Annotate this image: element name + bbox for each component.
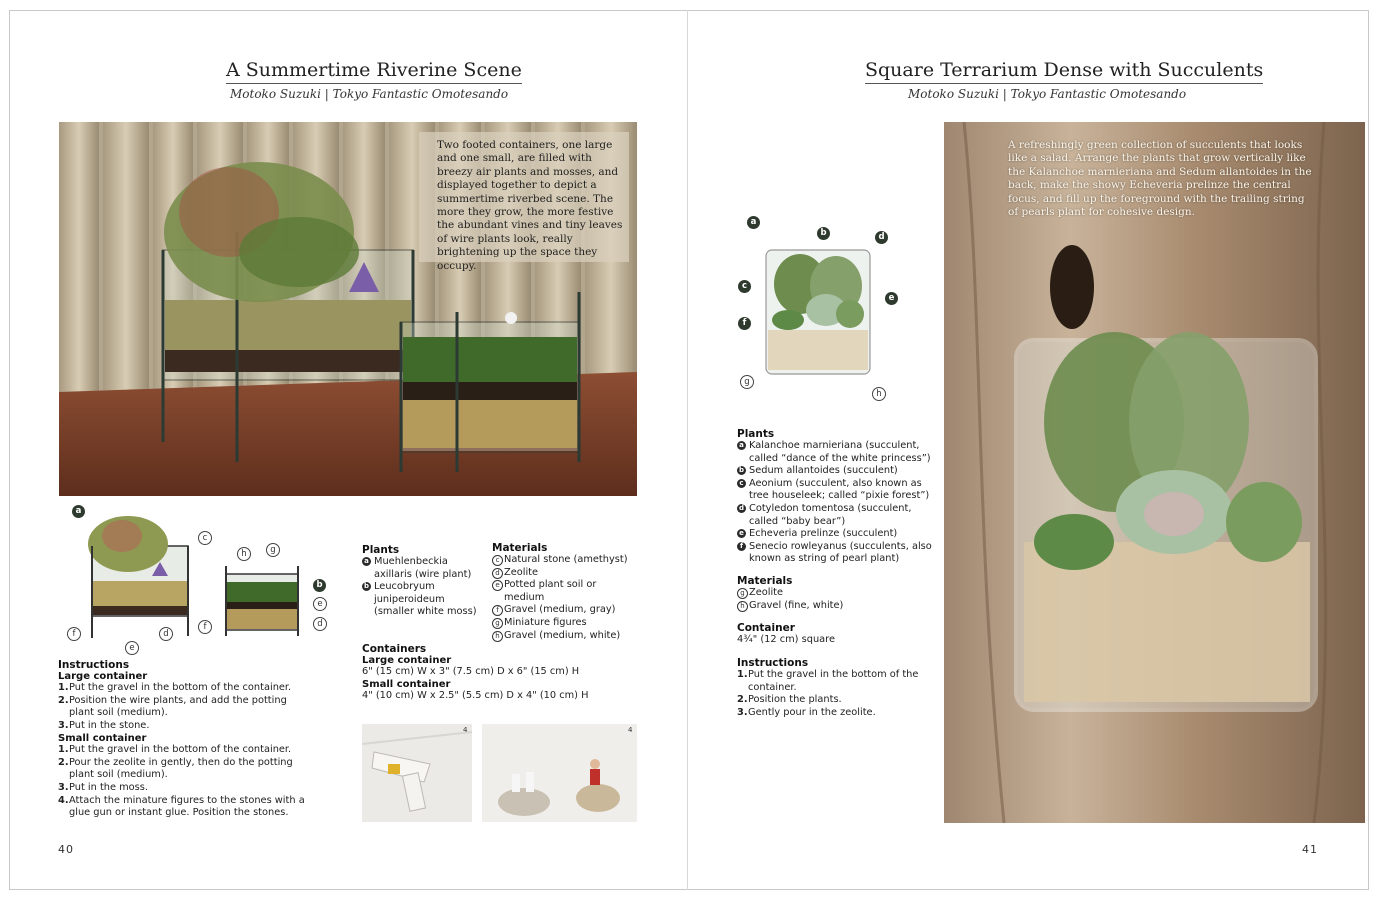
instruction-step: 3. Put in the moss.: [58, 781, 148, 793]
left-diagram-label-d2: d: [313, 617, 327, 631]
left-diagram-label-e1: e: [125, 641, 139, 655]
right-diagram-label-e: e: [885, 292, 898, 305]
miniature-figures-photo: [482, 724, 637, 822]
right-page-number: 41: [1302, 843, 1318, 856]
instruction-step: 1. Put the gravel in the bottom of the container.: [58, 743, 292, 755]
left-material-item: e Potted plant soil or medium: [492, 579, 632, 604]
left-diagram-label-f1: f: [67, 627, 81, 641]
left-plants-section: [362, 544, 482, 619]
left-plant-item: b Leucobryum juniperoideum (smaller white moss): [363, 581, 477, 618]
left-containers-heading: Containers: [362, 643, 427, 655]
right-plant-item: d Cotyledon tomentosa (succulent, called “baby bear”): [738, 502, 912, 527]
succulent-terrarium-photo: [944, 122, 1365, 823]
left-diagram-label-a: a: [72, 505, 85, 518]
right-container-size: 4¾" (12 cm) square: [737, 634, 835, 646]
right-instructions-heading: Instructions: [737, 656, 809, 669]
left-diagram-label-e2: e: [313, 597, 327, 611]
right-material-item: g Zeolite: [737, 587, 932, 600]
right-diagram-label-f: f: [738, 317, 751, 330]
right-material-item: h Gravel (fine, white): [737, 600, 932, 613]
left-materials-section: [492, 542, 632, 642]
instruction-step: 4. Attach the minature figures to the stones with a glue gun or instant glue. Position the stones.: [58, 794, 305, 819]
left-page-byline: Motoko Suzuki | Tokyo Fantastic Omotesando: [230, 87, 509, 101]
left-diagram-label-b: b: [313, 579, 326, 592]
small-container-label: Small container: [362, 678, 451, 690]
left-photo-caption: Two footed containers, one large and one small, are filled with breezy air plants and mosses, and displayed together to depict a summertime riverbed scene. The more they grow, the more festive the abundant vines and tiny leaves of wire plants look, really brightening up the space they occupy.: [437, 139, 623, 272]
right-photo-caption: A refreshingly green collection of succulents that looks like a salad. Arrange the plants that grow vertically like the Kalanchoe marnieriana and Sedum allantoides in the back, make the showy Echeveria prelinze the central focus, and fill up the foreground with the trailing string of pearls plant for cohesive design.: [1008, 139, 1312, 219]
left-page-title: A Summertime Riverine Scene: [226, 59, 522, 84]
left-diagram-label-g: g: [266, 543, 280, 557]
left-material-item: c Natural stone (amethyst): [492, 554, 632, 567]
instruction-step: 2. Position the plants.: [737, 694, 842, 706]
instruction-step: 2. Pour the zeolite in gently, then do the potting plant soil (medium).: [58, 756, 293, 781]
right-plant-item: c Aeonium (succulent, also known as tree houseleek; called “pixie forest”): [737, 478, 932, 503]
large-container-size: 6" (15 cm) W x 3" (7.5 cm) D x 6" (15 cm) H: [362, 666, 580, 677]
right-materials-heading: Materials: [737, 574, 793, 587]
large-container-label: Large container: [362, 655, 452, 666]
right-diagram-label-g: g: [740, 375, 754, 389]
book-spine: [687, 10, 688, 890]
left-plant-item: a Muehlenbeckia axillaris (wire plant): [362, 556, 482, 581]
left-material-item: f Gravel (medium, gray): [492, 604, 632, 617]
right-diagram-label-d: d: [875, 231, 888, 244]
left-material-item: h Gravel (medium, white): [492, 630, 632, 643]
small-container-size: 4" (10 cm) W x 2.5" (5.5 cm) D x 4" (10 cm) H: [362, 689, 589, 701]
instruction-step: 3. Put in the stone.: [58, 720, 150, 732]
instruction-step: 3. Gently pour in the zeolite.: [737, 706, 876, 718]
right-diagram-label-b: b: [817, 227, 830, 240]
right-diagram-label-a: a: [747, 216, 760, 229]
instruction-step: 1. Put the gravel in the bottom of the container.: [737, 668, 919, 693]
right-diagram-label-c: c: [738, 280, 751, 293]
left-diagram-label-f2: f: [198, 620, 212, 634]
left-instructions-section: [58, 659, 308, 820]
thumb-2-tag: 4: [628, 726, 633, 734]
glue-gun-photo: [362, 724, 472, 822]
left-instructions-heading: Instructions: [58, 659, 130, 671]
left-diagram-label-d1: d: [159, 627, 173, 641]
left-material-item: g Miniature figures: [492, 617, 632, 630]
left-small-steps-heading: Small container: [58, 732, 147, 744]
left-large-steps-heading: Large container: [58, 671, 148, 682]
instruction-step: 2. Position the wire plants, and add the potting plant soil (medium).: [58, 694, 287, 719]
right-page-byline: Motoko Suzuki | Tokyo Fantastic Omotesando: [908, 87, 1187, 101]
left-diagram-label-c: c: [198, 531, 212, 545]
left-material-item: d Zeolite: [492, 567, 632, 580]
thumb-1-tag: 4: [463, 726, 468, 734]
left-diagram-label-h: h: [237, 547, 251, 561]
right-plant-item: a Kalanchoe marnieriana (succulent, called “dance of the white princess”): [737, 440, 932, 465]
left-plants-heading: Plants: [362, 544, 400, 556]
left-materials-heading: Materials: [492, 542, 548, 554]
right-plant-item: b Sedum allantoides (succulent): [738, 465, 898, 477]
left-containers-section: [362, 643, 642, 702]
right-details-column: [737, 428, 932, 720]
right-plant-item: e Echeveria prelinze (succulent): [737, 528, 932, 541]
right-diagram-label-h: h: [872, 387, 886, 401]
right-plants-heading: Plants: [737, 428, 775, 440]
right-plant-item: f Senecio rowleyanus (succulents, also known as string of pearl plant): [737, 541, 932, 566]
instruction-step: 1. Put the gravel in the bottom of the container.: [58, 682, 292, 693]
right-container-heading: Container: [737, 622, 795, 635]
right-page-title: Square Terrarium Dense with Succulents: [865, 59, 1263, 84]
left-page-number: 40: [58, 843, 74, 856]
